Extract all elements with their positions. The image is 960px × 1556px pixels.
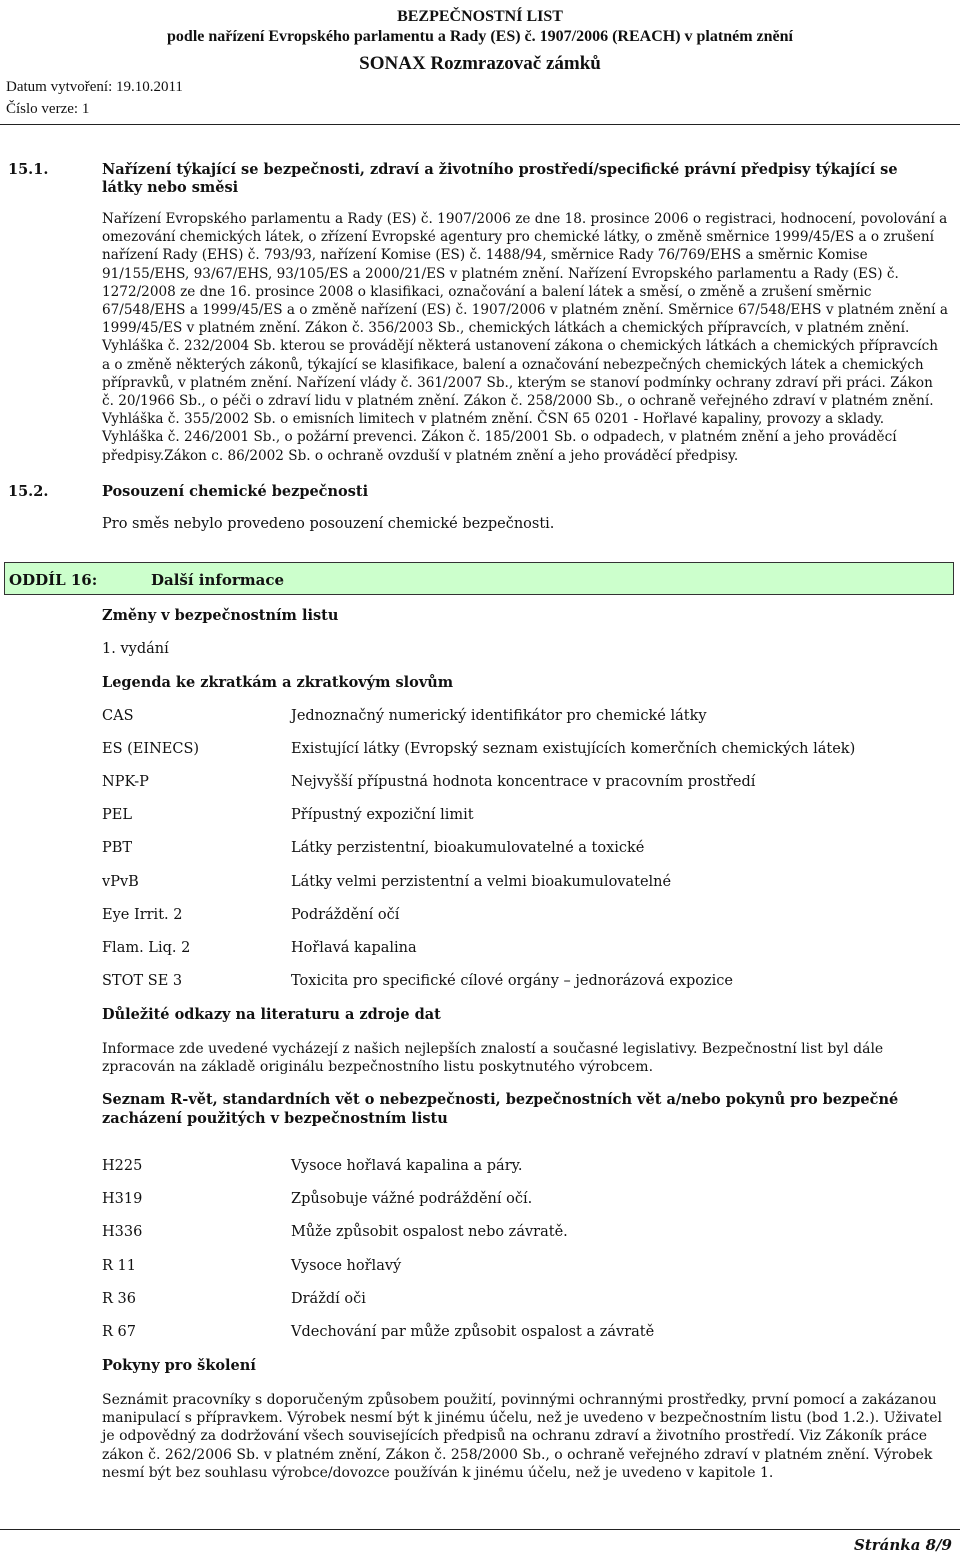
legend-def: Přípustný expoziční limit [291, 807, 474, 823]
legend-def: Hořlavá kapalina [291, 940, 417, 956]
legend-def: Podráždění očí [291, 907, 400, 923]
phrase-text: Dráždí oči [291, 1291, 366, 1307]
phrases-heading: Seznam R-vět, standardních vět o nebezpečnosti, bezpečnostních vět a/nebo pokynů pro bezpečné zacházení použitých v bezpečnostním listu [102, 1091, 899, 1127]
section-15-2-number: 15.2. [8, 483, 49, 500]
phrase-text: Vdechování par může způsobit ospalost a závratě [291, 1324, 655, 1340]
legend-abbr: PBT [102, 840, 133, 856]
phrase-text: Způsobuje vážné podráždění očí. [291, 1191, 533, 1207]
legend-heading: Legenda ke zkratkám a zkratkovým slovům [102, 674, 454, 691]
phrase-code: H336 [102, 1224, 143, 1240]
document-subtitle: podle nařízení Evropského parlamentu a Rady (ES) č. 1907/2006 (REACH) v platném znění [167, 28, 793, 45]
legend-abbr: STOT SE 3 [102, 973, 183, 989]
legend-def: Látky velmi perzistentní a velmi bioakumulovatelné [291, 874, 672, 890]
section-15-1-number: 15.1. [8, 161, 49, 178]
page-number: Stránka 8/9 [854, 1536, 952, 1554]
legend-abbr: PEL [102, 807, 132, 823]
legend-def: Nejvyšší přípustná hodnota koncentrace v pracovním prostředí [291, 774, 756, 790]
version-number: Číslo verze: 1 [6, 101, 90, 117]
training-text: Seznámit pracovníky s doporučeným způsobem použití, povinnými ochrannými prostředky, první pomocí a zakázanou manipulací s přípravkem. Výrobek nesmí být k jinému účelu, než je uvedeno v bezpečnostním listu (bod 1.2.). Uživatel je odpovědný za dodržování všech souvisejících předpisů na ochranu zdraví a životního prostředí. Viz Zákoník práce zákon č. 262/2006 Sb. v platném znění, Zákon č. 258/2000 Sb., o ochraně veřejného zdraví v platném znění. Výrobek nesmí být bez souhlasu výrobce/dovozce používán k jinému účelu, než je uvedeno v kapitole 1. [102, 1392, 943, 1481]
header-divider [0, 124, 960, 125]
changes-heading: Změny v bezpečnostním listu [102, 607, 339, 624]
section-16-title: Další informace [151, 571, 285, 589]
product-name: SONAX Rozmrazovač zámků [359, 53, 601, 74]
legend-def: Jednoznačný numerický identifikátor pro chemické látky [291, 708, 707, 724]
changes-text: 1. vydání [102, 641, 169, 657]
references-heading: Důležité odkazy na literaturu a zdroje dat [102, 1006, 441, 1023]
phrase-code: H319 [102, 1191, 143, 1207]
section-16-banner [4, 562, 954, 595]
legend-def: Toxicita pro specifické cílové orgány – jednorázová expozice [291, 973, 733, 989]
legend-def: Existující látky (Evropský seznam existujících komerčních chemických látek) [291, 741, 856, 757]
document-title: BEZPEČNOSTNÍ LIST [397, 8, 563, 25]
phrase-code: H225 [102, 1158, 143, 1174]
creation-date: Datum vytvoření: 19.10.2011 [6, 79, 183, 95]
legend-abbr: Flam. Liq. 2 [102, 940, 191, 956]
page-header [0, 0, 960, 124]
phrase-code: R 67 [102, 1324, 136, 1340]
phrase-code: R 11 [102, 1258, 136, 1274]
legend-abbr: vPvB [102, 874, 139, 890]
phrase-text: Vysoce hořlavá kapalina a páry. [291, 1158, 523, 1174]
legend-abbr: Eye Irrit. 2 [102, 907, 183, 923]
legend-abbr: ES (EINECS) [102, 741, 200, 757]
section-15-1-title: Nařízení týkající se bezpečnosti, zdraví a životního prostředí/specifické právní předpisy týkající se látky nebo směsi [102, 161, 898, 196]
phrase-code: R 36 [102, 1291, 136, 1307]
section-16-label: ODDÍL 16: [9, 571, 98, 589]
references-text: Informace zde uvedené vycházejí z našich nejlepších znalostí a současné legislativy. Bezpečnostní list byl dále zpracován na základě originálu bezpečnostního listu poskytnutého výrobcem. [102, 1041, 884, 1076]
phrase-text: Vysoce hořlavý [291, 1258, 402, 1274]
section-15-2-title: Posouzení chemické bezpečnosti [102, 483, 369, 500]
legend-abbr: NPK-P [102, 774, 149, 790]
footer-divider [0, 1529, 960, 1530]
training-heading: Pokyny pro školení [102, 1357, 256, 1374]
phrase-text: Může způsobit ospalost nebo závratě. [291, 1224, 568, 1240]
legend-def: Látky perzistentní, bioakumulovatelné a toxické [291, 840, 645, 856]
section-15-1-text: Nařízení Evropského parlamentu a Rady (ES) č. 1907/2006 ze dne 18. prosince 2006 o registraci, hodnocení, povolování a omezování chemických látek, o zřízení Evropské agentury pro chemické látky, o změně směrnice 1999/45/ES a o zrušení nařízení Rady (EHS) č. 793/93, nařízení Komise (ES) č. 1488/94, směrnice Rady 76/769/EHS a směrnic Komise 91/155/EHS, 93/67/EHS, 93/105/ES a 2000/21/ES v platném znění. Nařízení Evropského parlamentu a Rady (ES) č. 1272/2008 ze dne 16. prosince 2008 o klasifikaci, označování a balení látek a směsí, o změně a zrušení směrnic 67/548/EHS a 1999/45/ES a o změně nařízení (ES) č. 1907/2006 v platném znění. Směrnice 67/548/EHS v platném znění a 1999/45/ES v platném znění. Zákon č. 356/2003 Sb., chemických látkách a chemických přípravcích, v platném znění. Vyhláška č. 232/2004 Sb. kterou se provádějí některá ustanovení zákona o chemických látkách a chemických přípravcích a o změně některých zákonů, týkající se klasifikace, balení a označování nebezpečných chemických látek a chemických přípravků, v platném znění. Nařízení vlády č. 361/2007 Sb., kterým se stanoví podmínky ochrany zdraví při práci. Zákon č. 20/1966 Sb., o péči o zdraví lidu v platném znění. Zákon č. 258/2000 Sb., o ochraně veřejného zdraví v platném znění. Vyhláška č. 355/2002 Sb. o emisních limitech v platném znění. ČSN 65 0201 - Hořlavé kapaliny, provozy a sklady. Vyhláška č. 246/2001 Sb., o požární prevenci. Zákon č. 185/2001 Sb. o odpadech, v platném znění a jeho prováděcí předpisy.Zákon c. 86/2002 Sb. o ochraně ovzduší v platném znění a jeho prováděcí předpisy. [102, 211, 948, 464]
legend-abbr: CAS [102, 708, 134, 724]
section-15-2-text: Pro směs nebylo provedeno posouzení chemické bezpečnosti. [102, 516, 555, 532]
